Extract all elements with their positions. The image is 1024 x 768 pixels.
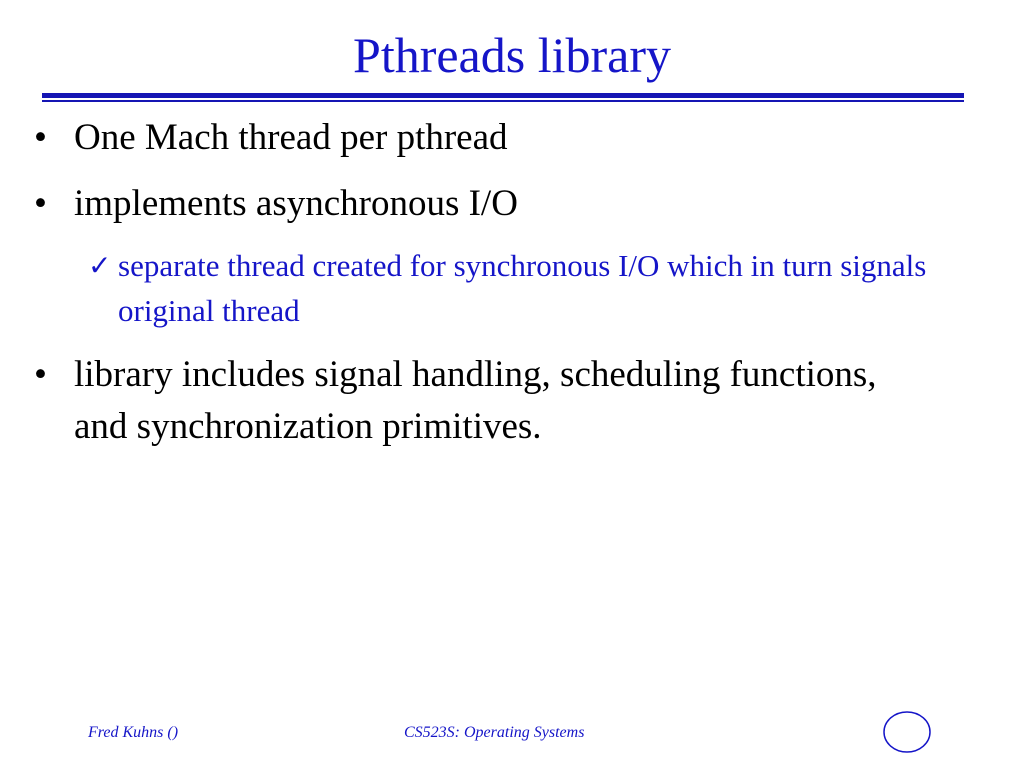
title-rule-thick bbox=[42, 93, 964, 98]
sub-bullet-item bbox=[88, 243, 978, 333]
circle-logo-icon bbox=[882, 710, 932, 754]
bullet-item bbox=[34, 112, 934, 164]
bullet-dot-icon: • bbox=[34, 183, 47, 224]
sub-bullet-text: separate thread created for synchronous I/O which in turn signals original thread bbox=[118, 248, 927, 328]
bullet-item bbox=[34, 178, 934, 230]
footer-author: Fred Kuhns () bbox=[88, 724, 179, 741]
checkmark-icon: ✓ bbox=[88, 249, 112, 282]
slide-title: Pthreads library bbox=[353, 27, 671, 83]
bullet-text: library includes signal handling, scheduling functions, and synchronization primitives. bbox=[74, 354, 877, 447]
bullet-dot-icon: • bbox=[34, 354, 47, 395]
title-rule-thin bbox=[42, 100, 964, 102]
bullet-dot-icon: • bbox=[34, 117, 47, 158]
bullet-text: implements asynchronous I/O bbox=[74, 183, 518, 224]
bullet-text: One Mach thread per pthread bbox=[74, 117, 508, 158]
bullet-item bbox=[34, 349, 934, 453]
footer-course: CS523S: Operating Systems bbox=[404, 724, 585, 741]
